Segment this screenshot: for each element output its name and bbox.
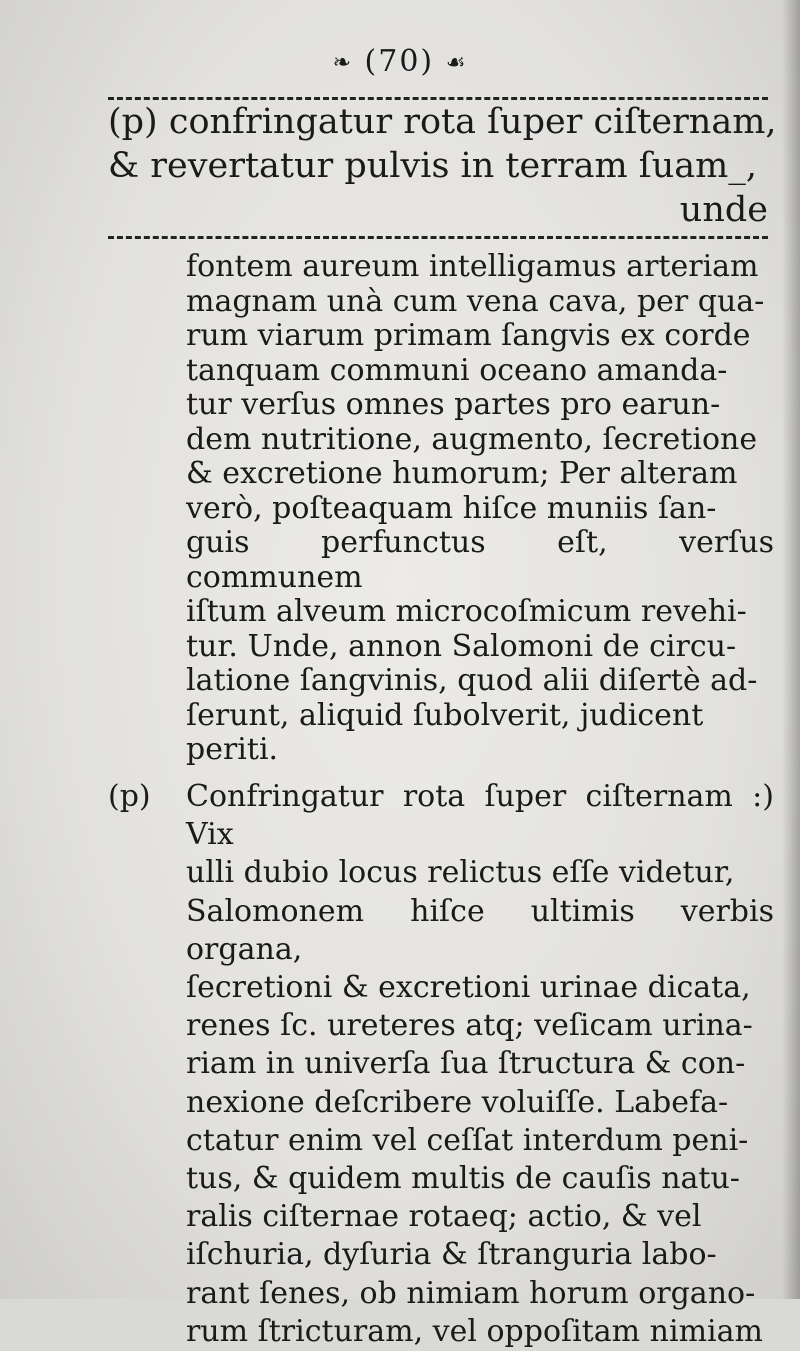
note-line: Confringatur rota ſuper ciſternam :) Vix — [186, 779, 774, 853]
lemma-line-3: unde — [679, 190, 768, 230]
note-line: Salomonem hiſce ultimis verbis organa, — [186, 893, 774, 967]
page-header — [0, 44, 800, 79]
note-line: ctatur enim vel ceſſat interdum peni- — [186, 1122, 749, 1158]
commentary-line: tanquam communi oceano amanda- — [186, 352, 728, 388]
page-edge-shadow — [782, 0, 800, 1299]
commentary-line: fontem aureum intelligamus arteriam — [186, 249, 759, 284]
commentary-line: guis perfunctus eſt, verſus communem — [186, 525, 774, 595]
commentary-line: latione ſangvinis, quod alii diſertè ad- — [186, 663, 758, 698]
note-line: rant ſenes, ob nimiam horum organo- — [186, 1275, 756, 1311]
page-number: (70) — [364, 44, 435, 79]
commentary-line: magnam unà cum vena cava, per qua- — [186, 283, 765, 319]
commentary-line: rum viarum primam ſangvis ex corde — [186, 318, 751, 353]
ornament-right-icon: ☙ — [445, 50, 468, 76]
note-text — [186, 778, 774, 1351]
commentary-line: iſtum alveum microcoſmicum revehi- — [186, 594, 747, 629]
commentary-line: periti. — [186, 732, 279, 767]
note-line: tus, & quidem multis de cauſis natu- — [186, 1161, 740, 1197]
commentary-line: ſerunt, aliquid ſubolverit, judicent — [186, 697, 704, 733]
note-line: riam in univerſa ſua ſtructura & con- — [186, 1046, 746, 1082]
lemma-line-1: (p) confringatur rota ſuper ciſternam, — [108, 102, 777, 142]
commentary-line: dem nutritione, augmento, ſecretione — [186, 421, 758, 457]
note-line: ralis ciſternae rotaeq; actio, & vel — [186, 1199, 702, 1235]
note-line: renes ſc. ureteres atq; veſicam urina- — [186, 1008, 753, 1044]
note-line: iſchuria, dyſuria & ſtranguria labo- — [186, 1237, 717, 1273]
note-label: (p) — [108, 779, 151, 814]
ornament-left-icon: ❧ — [332, 50, 353, 76]
commentary-line: verò, poſteaquam hiſce muniis ſan- — [186, 490, 717, 526]
separator-rule — [108, 236, 768, 239]
commentary-line: & excretione humorum; Per alteram — [186, 456, 738, 491]
commentary-line: tur verſus omnes partes pro earun- — [186, 387, 721, 422]
note-line: rum ſtricturam, vel oppoſitam nimiam — [186, 1313, 763, 1349]
commentary-text — [186, 250, 774, 768]
lemma-line-2: & revertatur pulvis in terram ſuam_, — [108, 146, 757, 186]
verse-lemma — [108, 100, 777, 232]
note-line: ſecretioni & excretioni urinae dicata, — [186, 970, 751, 1006]
note-line: nexione deſcribere voluiſſe. Labefa- — [186, 1084, 729, 1120]
note-line: ulli dubio locus relictus eſſe videtur, — [186, 855, 735, 891]
commentary-line: tur. Unde, annon Salomoni de circu- — [186, 628, 737, 664]
